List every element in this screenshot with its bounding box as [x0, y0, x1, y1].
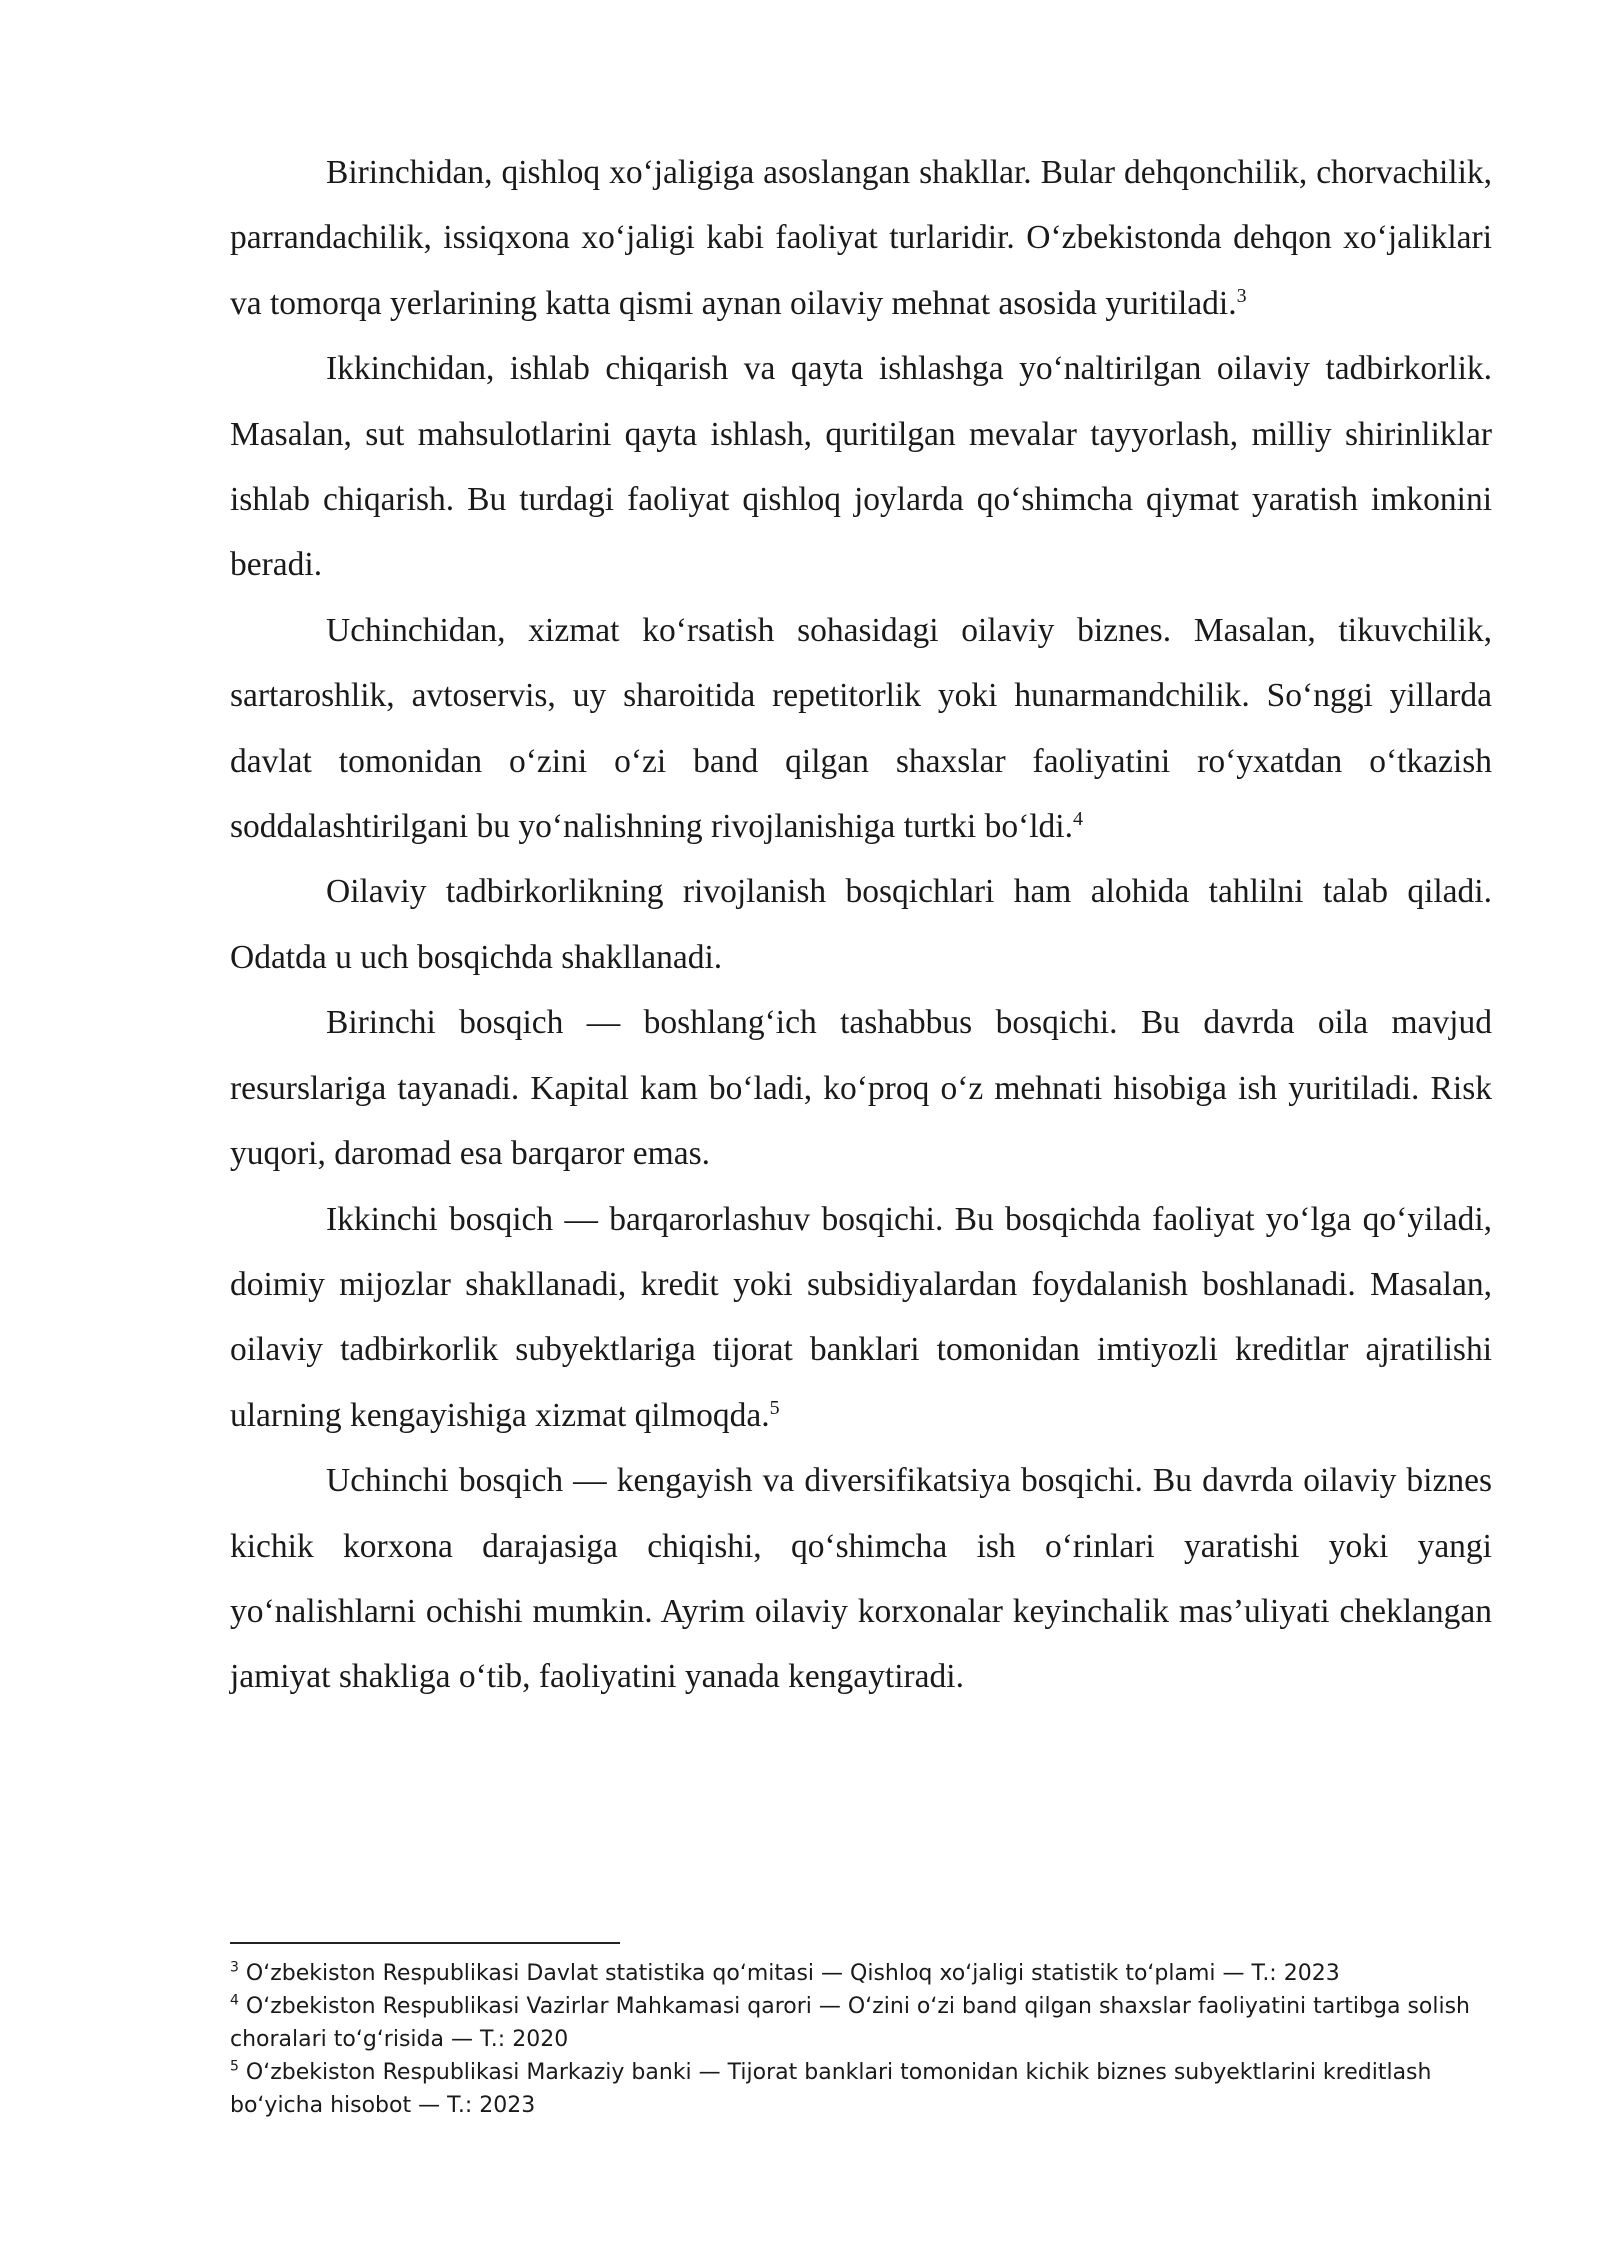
- paragraph: [230, 336, 1492, 598]
- footnote-number: 4: [230, 1992, 239, 2009]
- paragraph-text: Uchinchidan, xizmat koʻrsatish sohasidagi oilaviy biznes. Masalan, tikuvchilik, sartaroshlik, avtoservis, uy sharoitida repetitorlik yoki hunarmandchilik. Soʻnggi yillarda davlat tomonidan oʻzini oʻzi band qilgan shaxslar faoliyatini roʻyxatdan oʻtkazish soddalashtirilgani bu yoʻnalishning rivojlanishiga turtki boʻldi.: [230, 611, 1492, 846]
- footnote-text: Oʻzbekiston Respublikasi Markaziy banki — Tijorat banklari tomonidan kichik biznes subyektlarini kreditlash boʻyicha hisobot — T.: 2023: [230, 2060, 1432, 2118]
- paragraph-text: Ikkinchidan, ishlab chiqarish va qayta ishlashga yoʻnaltirilgan oilaviy tadbirkorlik. Masalan, sut mahsulotlarini qayta ishlash, quritilgan mevalar tayyorlash, milliy shirinliklar ishlab chiqarish. Bu turdagi faoliyat qishloq joylarda qoʻshimcha qiymat yaratish imkonini beradi.: [230, 350, 1492, 584]
- footnote-number: 5: [230, 2058, 239, 2075]
- paragraph-text: Birinchi bosqich — boshlangʻich tashabbus bosqichi. Bu davrda oila mavjud resurslariga tayanadi. Kapital kam boʻladi, koʻproq oʻz mehnati hisobiga ish yuritiladi. Risk yuqori, daromad esa barqaror emas.: [230, 1004, 1492, 1173]
- paragraph: [230, 990, 1492, 1186]
- body-text: [230, 140, 1492, 1710]
- footnote-reference[interactable]: 3: [1236, 284, 1247, 307]
- paragraph-text: Uchinchi bosqich — kengayish va diversifikatsiya bosqichi. Bu davrda oilaviy biznes kichik korxona darajasiga chiqishi, qoʻshimcha ish oʻrinlari yaratishi yoki yangi yoʻnalishlarni ochishi mumkin. Ayrim oilaviy korxonalar keyinchalik mas’uliyati cheklangan jamiyat shakliga oʻtib, faoliyatini yanada kengaytiradi.: [230, 1462, 1492, 1696]
- paragraph: [230, 1187, 1492, 1449]
- paragraph: [230, 859, 1492, 990]
- paragraph: [230, 598, 1492, 860]
- footnote-divider: [230, 1942, 620, 1944]
- footnote-number: 3: [230, 1959, 239, 1976]
- footnote-reference[interactable]: 5: [769, 1396, 780, 1419]
- footnote-text: Oʻzbekiston Respublikasi Davlat statistika qoʻmitasi — Qishloq xoʻjaligi statistik toʻplami — T.: 2023: [245, 1961, 1340, 1986]
- paragraph: [230, 140, 1492, 336]
- footnote: [230, 1957, 1492, 1990]
- footnote-reference[interactable]: 4: [1072, 807, 1083, 830]
- footnote: [230, 2056, 1492, 2122]
- footnote: [230, 1990, 1492, 2056]
- paragraph-text: Ikkinchi bosqich — barqarorlashuv bosqichi. Bu bosqichda faoliyat yoʻlga qoʻyiladi, doimiy mijozlar shakllanadi, kredit yoki subsidiyalardan foydalanish boshlanadi. Masalan, oilaviy tadbirkorlik subyektlariga tijorat banklari tomonidan imtiyozli kreditlar ajratilishi ularning kengayishiga xizmat qilmoqda.: [230, 1200, 1492, 1434]
- footnote-text: Oʻzbekiston Respublikasi Vazirlar Mahkamasi qarori — Oʻzini oʻzi band qilgan shaxslar faoliyatini tartibga solish choralari toʻgʻrisida — T.: 2020: [230, 1994, 1470, 2052]
- paragraph: [230, 1448, 1492, 1710]
- paragraph-text: Birinchidan, qishloq xoʻjaligiga asoslangan shakllar. Bular dehqonchilik, chorvachilik, parrandachilik, issiqxona xoʻjaligi kabi faoliyat turlaridir. Oʻzbekistonda dehqon xoʻjaliklari va tomorqa yerlarining katta qismi aynan oilaviy mehnat asosida yuritiladi.: [230, 154, 1492, 322]
- paragraph-text: Oilaviy tadbirkorlikning rivojlanish bosqichlari ham alohida tahlilni talab qiladi. Odatda u uch bosqichda shakllanadi.: [230, 873, 1492, 976]
- footnotes: [230, 1957, 1492, 2122]
